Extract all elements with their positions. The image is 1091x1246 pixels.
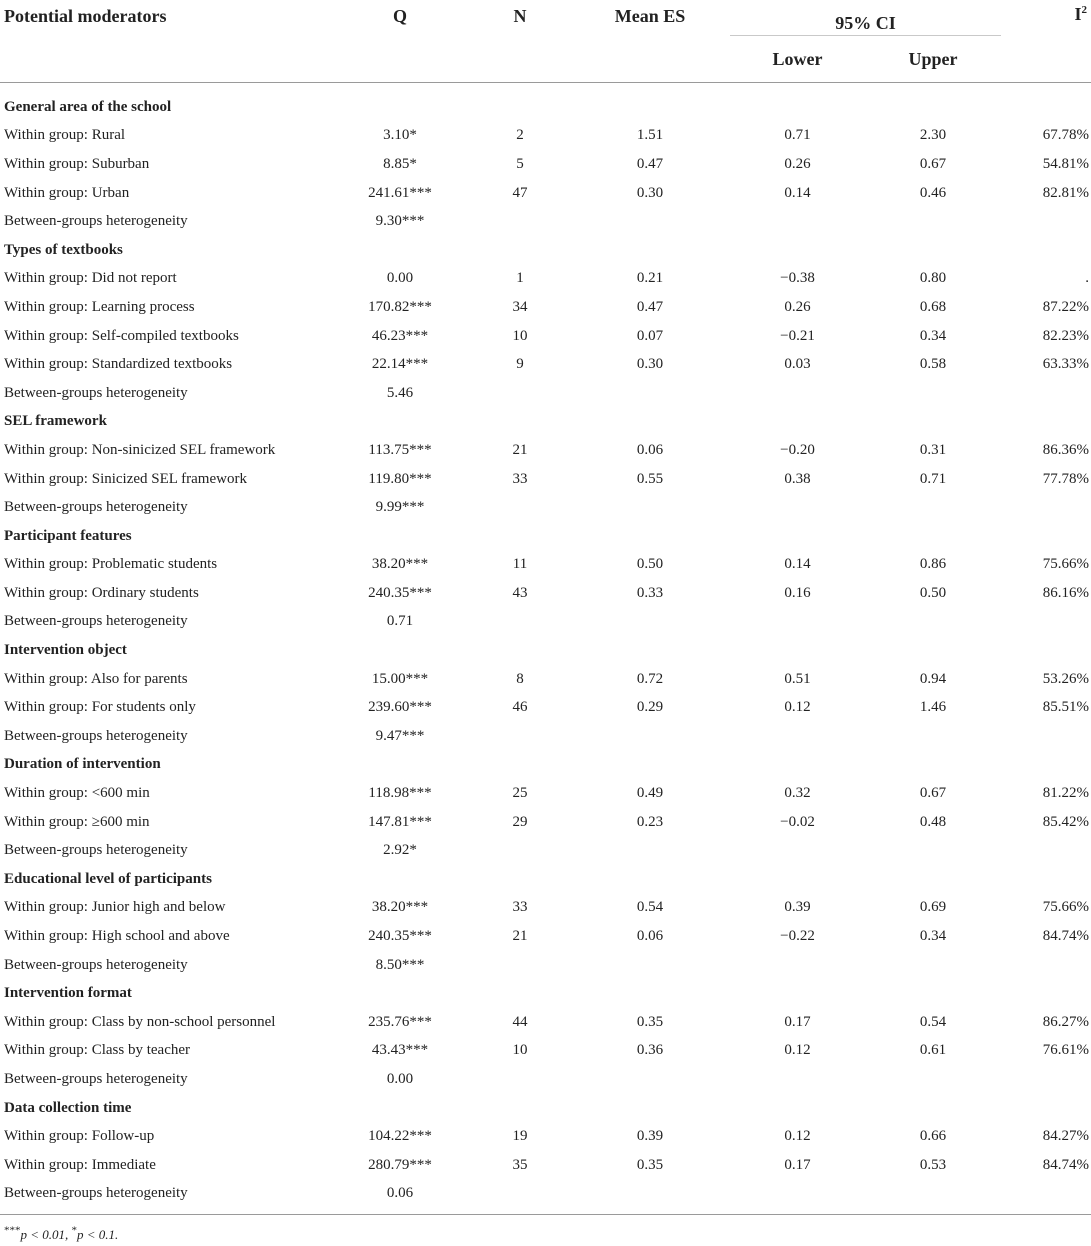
ci-lower-cell: 0.14 <box>784 184 811 201</box>
row-label: Within group: Self-compiled textbooks <box>4 327 239 344</box>
q-cell: 0.00 <box>386 270 414 287</box>
n-cell: 10 <box>512 1042 528 1059</box>
q-cell: 104.22*** <box>368 1128 432 1145</box>
ci-upper-cell: 0.31 <box>919 441 947 458</box>
i2-cell: . <box>1085 270 1090 287</box>
ci-upper-cell: 0.68 <box>919 298 947 315</box>
mean-es-cell <box>570 493 730 522</box>
ci-lower-cell: 0.12 <box>784 1042 811 1059</box>
mean-es-cell: 0.30 <box>636 356 664 373</box>
ci-lower-cell: 0.17 <box>784 1156 811 1173</box>
i2-cell <box>1001 207 1091 236</box>
mean-es-cell <box>570 207 730 236</box>
n-cell: 47 <box>512 184 528 201</box>
table-row <box>0 179 1091 208</box>
i2-cell: 63.33% <box>1042 356 1090 373</box>
table-row <box>0 894 1091 923</box>
table-row <box>0 1122 1091 1151</box>
n-cell <box>470 1065 570 1094</box>
q-cell: 9.47*** <box>375 727 425 744</box>
q-cell: 15.00*** <box>371 670 429 687</box>
i2-cell <box>1001 951 1091 980</box>
mean-es-cell: 0.30 <box>636 184 664 201</box>
ci-upper-cell: 0.71 <box>919 470 947 487</box>
header-i2-sup: 2 <box>1081 4 1088 16</box>
table-row <box>0 808 1091 837</box>
group-header-row <box>0 522 1091 551</box>
table-row <box>0 551 1091 580</box>
table-row <box>0 465 1091 494</box>
footnote-sig1-text: p < 0.01, <box>20 1227 72 1243</box>
table-row <box>0 493 1091 522</box>
ci-upper-cell <box>865 379 1001 408</box>
group-header-row <box>0 865 1091 894</box>
table-row <box>0 779 1091 808</box>
row-label: Between-groups heterogeneity <box>4 842 188 859</box>
n-cell: 8 <box>516 670 524 687</box>
q-cell: 113.75*** <box>368 441 432 458</box>
ci-lower-cell <box>730 1180 865 1209</box>
mean-es-cell <box>570 836 730 865</box>
q-cell: 0.71 <box>386 613 414 630</box>
i2-cell <box>1001 608 1091 637</box>
row-label: Within group: Class by non-school personnel <box>4 1013 276 1030</box>
i2-cell: 86.16% <box>1042 584 1090 601</box>
n-cell <box>470 1180 570 1209</box>
q-cell: 170.82*** <box>368 298 432 315</box>
row-label: Within group: <600 min <box>4 785 150 802</box>
header-upper: Upper <box>908 48 958 69</box>
ci-lower-cell <box>730 379 865 408</box>
n-cell: 43 <box>512 584 528 601</box>
mean-es-cell <box>570 379 730 408</box>
row-label: Within group: Urban <box>4 184 130 201</box>
i2-cell: 85.42% <box>1042 813 1090 830</box>
group-label: Participant features <box>4 527 132 544</box>
row-label: Within group: Did not report <box>4 270 177 287</box>
table-row <box>0 1151 1091 1180</box>
q-cell: 43.43*** <box>371 1042 429 1059</box>
ci-upper-cell <box>865 722 1001 751</box>
group-header-row <box>0 93 1091 122</box>
n-cell: 10 <box>512 327 528 344</box>
table-body <box>0 83 1091 1209</box>
i2-cell: 82.23% <box>1042 327 1090 344</box>
row-label: Within group: Immediate <box>4 1156 156 1173</box>
mean-es-cell: 0.55 <box>636 470 664 487</box>
n-cell: 44 <box>512 1013 528 1030</box>
table-header <box>0 0 1091 83</box>
table-row <box>0 1180 1091 1209</box>
n-cell: 1 <box>516 270 524 287</box>
i2-cell <box>1001 1065 1091 1094</box>
ci-upper-cell: 0.58 <box>919 356 947 373</box>
i2-cell: 84.74% <box>1042 1156 1090 1173</box>
row-label: Within group: Class by teacher <box>4 1042 191 1059</box>
group-label: General area of the school <box>4 98 172 115</box>
i2-cell <box>1001 379 1091 408</box>
ci-lower-cell: 0.51 <box>784 670 811 687</box>
i2-cell: 81.22% <box>1042 785 1090 802</box>
ci-lower-cell <box>730 493 865 522</box>
row-label: Between-groups heterogeneity <box>4 727 188 744</box>
n-cell: 9 <box>516 356 524 373</box>
ci-lower-cell: 0.14 <box>784 556 811 573</box>
table-row <box>0 293 1091 322</box>
q-cell: 240.35*** <box>368 928 432 945</box>
ci-lower-cell <box>730 951 865 980</box>
group-header-row <box>0 236 1091 265</box>
mean-es-cell: 0.06 <box>636 928 664 945</box>
table-row <box>0 722 1091 751</box>
ci-upper-cell: 0.54 <box>919 1013 947 1030</box>
ci-upper-cell: 0.53 <box>919 1156 947 1173</box>
q-cell: 147.81*** <box>368 813 432 830</box>
mean-es-cell <box>570 722 730 751</box>
q-cell: 241.61*** <box>368 184 432 201</box>
row-label: Within group: Suburban <box>4 155 150 172</box>
ci-lower-cell: 0.39 <box>784 899 811 916</box>
q-cell: 8.85* <box>383 155 417 172</box>
q-cell: 22.14*** <box>371 356 429 373</box>
n-cell: 33 <box>512 470 528 487</box>
q-cell: 118.98*** <box>368 785 432 802</box>
i2-cell: 54.81% <box>1042 155 1090 172</box>
n-cell: 25 <box>512 785 528 802</box>
q-cell: 9.30*** <box>375 213 425 230</box>
row-label: Within group: Standardized textbooks <box>4 356 233 373</box>
table-row <box>0 322 1091 351</box>
ci-lower-cell <box>730 836 865 865</box>
mean-es-cell: 0.49 <box>636 785 664 802</box>
mean-es-cell: 0.35 <box>636 1013 664 1030</box>
mean-es-cell: 0.29 <box>636 699 664 716</box>
footnote-sig1-marker: *** <box>4 1224 21 1237</box>
n-cell <box>470 608 570 637</box>
header-n: N <box>513 6 527 26</box>
group-header-row <box>0 751 1091 780</box>
row-label: Within group: Follow-up <box>4 1128 155 1145</box>
ci-lower-cell: 0.12 <box>784 1128 811 1145</box>
table-row <box>0 665 1091 694</box>
group-label: Intervention object <box>4 642 127 659</box>
ci-lower-cell: −0.02 <box>780 813 815 830</box>
ci-upper-cell: 0.34 <box>919 327 947 344</box>
header-i2 <box>1001 0 1091 83</box>
mean-es-cell: 0.50 <box>636 556 664 573</box>
mean-es-cell <box>570 1180 730 1209</box>
i2-cell: 86.36% <box>1042 441 1090 458</box>
table-row <box>0 436 1091 465</box>
header-q: Q <box>392 6 407 26</box>
row-label: Within group: Non-sinicized SEL framework <box>4 441 276 458</box>
table-row <box>0 608 1091 637</box>
group-label: Intervention format <box>4 985 132 1002</box>
row-label: Within group: ≥600 min <box>4 813 150 830</box>
ci-upper-cell: 0.67 <box>919 155 947 172</box>
q-cell: 8.50*** <box>375 956 425 973</box>
i2-cell: 84.74% <box>1042 928 1090 945</box>
ci-lower-cell: 0.16 <box>784 584 811 601</box>
i2-cell: 75.66% <box>1042 899 1090 916</box>
n-cell: 46 <box>512 699 528 716</box>
table-row <box>0 350 1091 379</box>
i2-cell: 85.51% <box>1042 699 1090 716</box>
mean-es-cell: 0.54 <box>636 899 664 916</box>
ci-upper-cell <box>865 608 1001 637</box>
group-label: Educational level of participants <box>4 870 212 887</box>
i2-cell: 82.81% <box>1042 184 1090 201</box>
mean-es-cell: 0.47 <box>636 298 664 315</box>
group-header-row <box>0 636 1091 665</box>
ci-upper-cell <box>865 1180 1001 1209</box>
footnote-sig2-marker: * <box>71 1224 78 1237</box>
group-header-row <box>0 979 1091 1008</box>
table-row <box>0 836 1091 865</box>
ci-lower-cell: −0.20 <box>780 441 815 458</box>
ci-lower-cell <box>730 608 865 637</box>
i2-cell: 87.22% <box>1042 298 1090 315</box>
ci-lower-cell: −0.38 <box>780 270 815 287</box>
row-label: Between-groups heterogeneity <box>4 1185 188 1202</box>
row-label: Between-groups heterogeneity <box>4 956 188 973</box>
n-cell <box>470 379 570 408</box>
q-cell: 9.99*** <box>375 499 425 516</box>
n-cell <box>470 493 570 522</box>
table-row <box>0 265 1091 294</box>
table-row <box>0 207 1091 236</box>
q-cell: 5.46 <box>386 384 414 401</box>
mean-es-cell: 0.47 <box>636 155 664 172</box>
n-cell: 5 <box>516 155 524 172</box>
n-cell <box>470 836 570 865</box>
i2-cell <box>1001 493 1091 522</box>
ci-lower-cell <box>730 1065 865 1094</box>
group-label: Data collection time <box>4 1099 132 1116</box>
footnote-sig2-text: p < 0.1. <box>77 1227 119 1243</box>
n-cell: 19 <box>512 1128 528 1145</box>
q-cell: 38.20*** <box>371 556 429 573</box>
q-cell: 3.10* <box>383 127 417 144</box>
q-cell: 280.79*** <box>368 1156 432 1173</box>
ci-upper-cell: 2.30 <box>919 127 947 144</box>
mean-es-cell: 0.35 <box>636 1156 664 1173</box>
ci-upper-cell: 1.46 <box>919 699 947 716</box>
mean-es-cell: 0.07 <box>636 327 664 344</box>
ci-upper-cell: 0.69 <box>919 899 947 916</box>
mean-es-cell: 1.51 <box>636 127 664 144</box>
row-label: Within group: Problematic students <box>4 556 218 573</box>
row-label: Between-groups heterogeneity <box>4 384 188 401</box>
q-cell: 0.06 <box>386 1185 414 1202</box>
q-cell: 2.92* <box>383 842 417 859</box>
table-row <box>0 1037 1091 1066</box>
n-cell: 11 <box>512 556 528 573</box>
group-label: SEL framework <box>4 413 107 430</box>
i2-cell: 67.78% <box>1042 127 1090 144</box>
table-row <box>0 150 1091 179</box>
q-cell: 119.80*** <box>368 470 432 487</box>
q-cell: 46.23*** <box>371 327 429 344</box>
q-cell: 235.76*** <box>368 1013 432 1030</box>
row-label: Within group: Learning process <box>4 298 195 315</box>
ci-upper-cell: 0.48 <box>919 813 947 830</box>
i2-cell: 76.61% <box>1042 1042 1090 1059</box>
ci-lower-cell: −0.21 <box>780 327 815 344</box>
header-i2-base: I <box>1074 4 1082 24</box>
n-cell <box>470 207 570 236</box>
header-lower: Lower <box>772 48 823 69</box>
i2-cell: 77.78% <box>1042 470 1090 487</box>
header-moderators: Potential moderators <box>4 6 167 26</box>
ci-upper-cell <box>865 951 1001 980</box>
table-row <box>0 122 1091 151</box>
header-mean-es: Mean ES <box>614 6 686 26</box>
ci-upper-cell: 0.34 <box>919 928 947 945</box>
row-label: Between-groups heterogeneity <box>4 613 188 630</box>
table-row <box>0 693 1091 722</box>
table-row <box>0 1008 1091 1037</box>
ci-upper-cell: 0.86 <box>919 556 947 573</box>
mean-es-cell <box>570 1065 730 1094</box>
ci-upper-cell: 0.67 <box>919 785 947 802</box>
n-cell: 33 <box>512 899 528 916</box>
i2-cell: 53.26% <box>1042 670 1090 687</box>
table-row <box>0 922 1091 951</box>
n-cell: 21 <box>512 928 528 945</box>
ci-lower-cell: 0.12 <box>784 699 811 716</box>
q-cell: 38.20*** <box>371 899 429 916</box>
ci-upper-cell: 0.80 <box>919 270 947 287</box>
mean-es-cell: 0.33 <box>636 584 664 601</box>
ci-lower-cell: 0.38 <box>784 470 811 487</box>
ci-upper-cell <box>865 836 1001 865</box>
row-label: Within group: Sinicized SEL framework <box>4 470 247 487</box>
group-label: Duration of intervention <box>4 756 161 773</box>
ci-lower-cell <box>730 207 865 236</box>
q-cell: 240.35*** <box>368 584 432 601</box>
ci-lower-cell: 0.32 <box>784 785 811 802</box>
ci-upper-cell: 0.50 <box>919 584 947 601</box>
row-label: Between-groups heterogeneity <box>4 1070 188 1087</box>
ci-upper-cell <box>865 1065 1001 1094</box>
table-row <box>0 379 1091 408</box>
mean-es-cell: 0.72 <box>636 670 664 687</box>
mean-es-cell <box>570 608 730 637</box>
n-cell: 35 <box>512 1156 528 1173</box>
ci-lower-cell: 0.03 <box>784 356 811 373</box>
mean-es-cell: 0.36 <box>636 1042 664 1059</box>
table-row <box>0 579 1091 608</box>
row-label: Within group: Rural <box>4 127 126 144</box>
mean-es-cell: 0.06 <box>636 441 664 458</box>
i2-cell <box>1001 1180 1091 1209</box>
i2-cell <box>1001 836 1091 865</box>
i2-cell: 75.66% <box>1042 556 1090 573</box>
table-footnote <box>0 1214 1091 1243</box>
i2-cell <box>1001 722 1091 751</box>
group-header-row <box>0 408 1091 437</box>
table-row <box>0 951 1091 980</box>
ci-upper-cell: 0.46 <box>919 184 947 201</box>
n-cell: 2 <box>516 127 524 144</box>
ci-upper-cell <box>865 493 1001 522</box>
ci-upper-cell: 0.94 <box>919 670 947 687</box>
group-label: Types of textbooks <box>4 241 123 258</box>
n-cell: 34 <box>512 298 528 315</box>
n-cell: 29 <box>512 813 528 830</box>
row-label: Within group: High school and above <box>4 928 230 945</box>
group-header-row <box>0 1094 1091 1123</box>
header-ci: 95% CI <box>730 0 1001 36</box>
q-cell: 239.60*** <box>368 699 432 716</box>
ci-lower-cell <box>730 722 865 751</box>
ci-lower-cell: 0.26 <box>784 155 811 172</box>
n-cell <box>470 951 570 980</box>
row-label: Between-groups heterogeneity <box>4 499 188 516</box>
mean-es-cell <box>570 951 730 980</box>
row-label: Within group: Junior high and below <box>4 899 226 916</box>
q-cell: 0.00 <box>386 1070 414 1087</box>
ci-upper-cell: 0.66 <box>919 1128 947 1145</box>
row-label: Between-groups heterogeneity <box>4 213 188 230</box>
ci-upper-cell <box>865 207 1001 236</box>
n-cell: 21 <box>512 441 528 458</box>
ci-lower-cell: 0.17 <box>784 1013 811 1030</box>
row-label: Within group: For students only <box>4 699 196 716</box>
mean-es-cell: 0.21 <box>636 270 664 287</box>
ci-lower-cell: 0.26 <box>784 298 811 315</box>
table-row <box>0 1065 1091 1094</box>
i2-cell: 86.27% <box>1042 1013 1090 1030</box>
row-label: Within group: Ordinary students <box>4 584 199 601</box>
ci-lower-cell: −0.22 <box>780 928 815 945</box>
row-label: Within group: Also for parents <box>4 670 188 687</box>
mean-es-cell: 0.39 <box>636 1128 664 1145</box>
ci-lower-cell: 0.71 <box>784 127 811 144</box>
mean-es-cell: 0.23 <box>636 813 664 830</box>
i2-cell: 84.27% <box>1042 1128 1090 1145</box>
ci-upper-cell: 0.61 <box>919 1042 947 1059</box>
n-cell <box>470 722 570 751</box>
